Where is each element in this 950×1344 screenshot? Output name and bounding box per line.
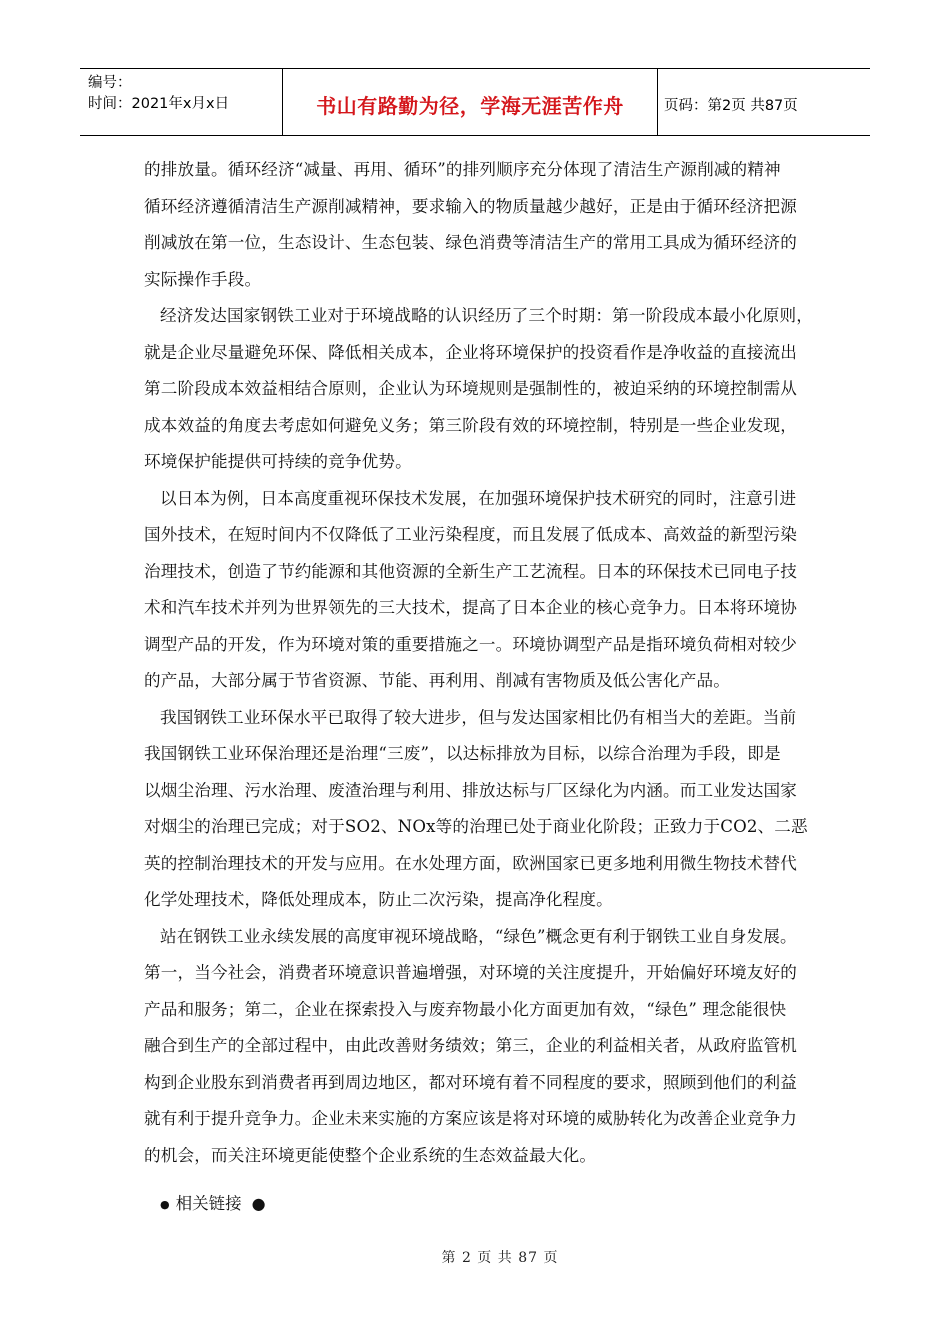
body-text-line: 站在钢铁工业永续发展的高度审视环境战略，“绿色”概念更有利于钢铁工业自身发展。 (160, 926, 797, 946)
body-text-line: 成本效益的角度去考虑如何避免义务；第三阶段有效的环境控制，特别是一些企业发现， (144, 415, 798, 435)
body-text-line: 构到企业股东到消费者再到周边地区，都对环境有着不同程度的要求，照顾到他们的利益 (144, 1072, 798, 1092)
body-text-line: 对烟尘的治理已完成；对于SO2、NOx等的治理已处于商业化阶段；正致力于CO2、二恶 (144, 817, 808, 836)
bullet-icon: ● (251, 1194, 266, 1213)
body-text-line: 第一，当今社会，消费者环境意识普遍增强，对环境的关注度提升，开始偏好环境友好的 (144, 963, 798, 982)
header-motto: 书山有路勤为径，学海无涯苦作舟 (316, 93, 624, 118)
body-text-line: 我国钢铁工业环保水平已取得了较大进步，但与发达国家相比仍有相当大的差距。当前 (160, 707, 797, 727)
body-text-line: 治理技术，创造了节约能源和其他资源的全新生产工艺流程。日本的环保技术已同电子技 (144, 561, 798, 581)
body-text-line: 以烟尘治理、污水治理、废渣治理与利用、排放达标与厂区绿化为内涵。而工业发达国家 (144, 780, 798, 800)
related-links (160, 1186, 266, 1223)
document-number-label: 编号： (88, 75, 132, 91)
body-text-line: 就有利于提升竞争力。企业未来实施的方案应该是将对环境的威胁转化为改善企业竞争力 (144, 1109, 798, 1128)
body-text-line: 的排放量。循环经济“减量、再用、循环”的排列顺序充分体现了清洁生产源削减的精神 (144, 160, 781, 179)
page-header (80, 68, 870, 136)
body-text-line: 第二阶段成本效益相结合原则，企业认为环境规则是强制性的，被迫采纳的环境控制需从 (144, 379, 798, 398)
header-page-info: 页码：第2页 共87页 (664, 97, 798, 114)
document-body (144, 152, 826, 1174)
body-text-line: 经济发达国家钢铁工业对于环境战略的认识经历了三个时期：第一阶段成本最小化原则， (160, 306, 814, 325)
body-text-line: 循环经济遵循清洁生产源削减精神，要求输入的物质量越少越好，正是由于循环经济把源 (144, 196, 798, 216)
document-date: 时间：2021年x月x日 (88, 96, 230, 112)
body-text-line: 就是企业尽量避免环保、降低相关成本，企业将环境保护的投资看作是净收益的直接流出 (144, 342, 798, 362)
body-text-line: 我国钢铁工业环保治理还是治理“三废”，以达标排放为目标，以综合治理为手段，即是 (144, 744, 781, 763)
body-text-line: 实际操作手段。 (144, 269, 262, 289)
related-links-label[interactable]: 相关链接 (175, 1194, 242, 1213)
body-text-line: 的产品，大部分属于节省资源、节能、再利用、削减有害物质及低公害化产品。 (144, 671, 731, 690)
header-meta (80, 69, 283, 135)
body-text-line: 削减放在第一位，生态设计、生态包装、绿色消费等清洁生产的常用工具成为循环经济的 (144, 233, 798, 252)
bullet-icon: ● (160, 1197, 170, 1211)
body-text-line: 术和汽车技术并列为世界领先的三大技术，提高了日本企业的核心竞争力。日本将环境协 (144, 598, 798, 617)
header-motto-cell (283, 69, 658, 135)
body-text-line: 以日本为例，日本高度重视环保技术发展，在加强环境保护技术研究的同时，注意引进 (160, 488, 797, 508)
body-text-line: 化学处理技术，降低处理成本，防止二次污染，提高净化程度。 (144, 890, 613, 909)
body-text-line: 的机会，而关注环境更能使整个企业系统的生态效益最大化。 (144, 1145, 597, 1165)
body-text-line: 产品和服务；第二，企业在探索投入与废弃物最小化方面更加有效，“绿色” 理念能很快 (144, 999, 787, 1019)
body-text-line: 英的控制治理技术的开发与应用。在水处理方面，欧洲国家已更多地利用微生物技术替代 (144, 853, 798, 873)
page-footer: 第 2 页 共 87 页 (441, 1250, 559, 1266)
body-text-line: 调型产品的开发，作为环境对策的重要措施之一。环境协调型产品是指环境负荷相对较少 (144, 634, 798, 654)
body-text-line: 国外技术，在短时间内不仅降低了工业污染程度，而且发展了低成本、高效益的新型污染 (144, 525, 798, 544)
body-text-line: 融合到生产的全部过程中，由此改善财务绩效；第三，企业的利益相关者，从政府监管机 (144, 1036, 798, 1055)
body-text-line: 环境保护能提供可持续的竞争优势。 (144, 452, 412, 471)
